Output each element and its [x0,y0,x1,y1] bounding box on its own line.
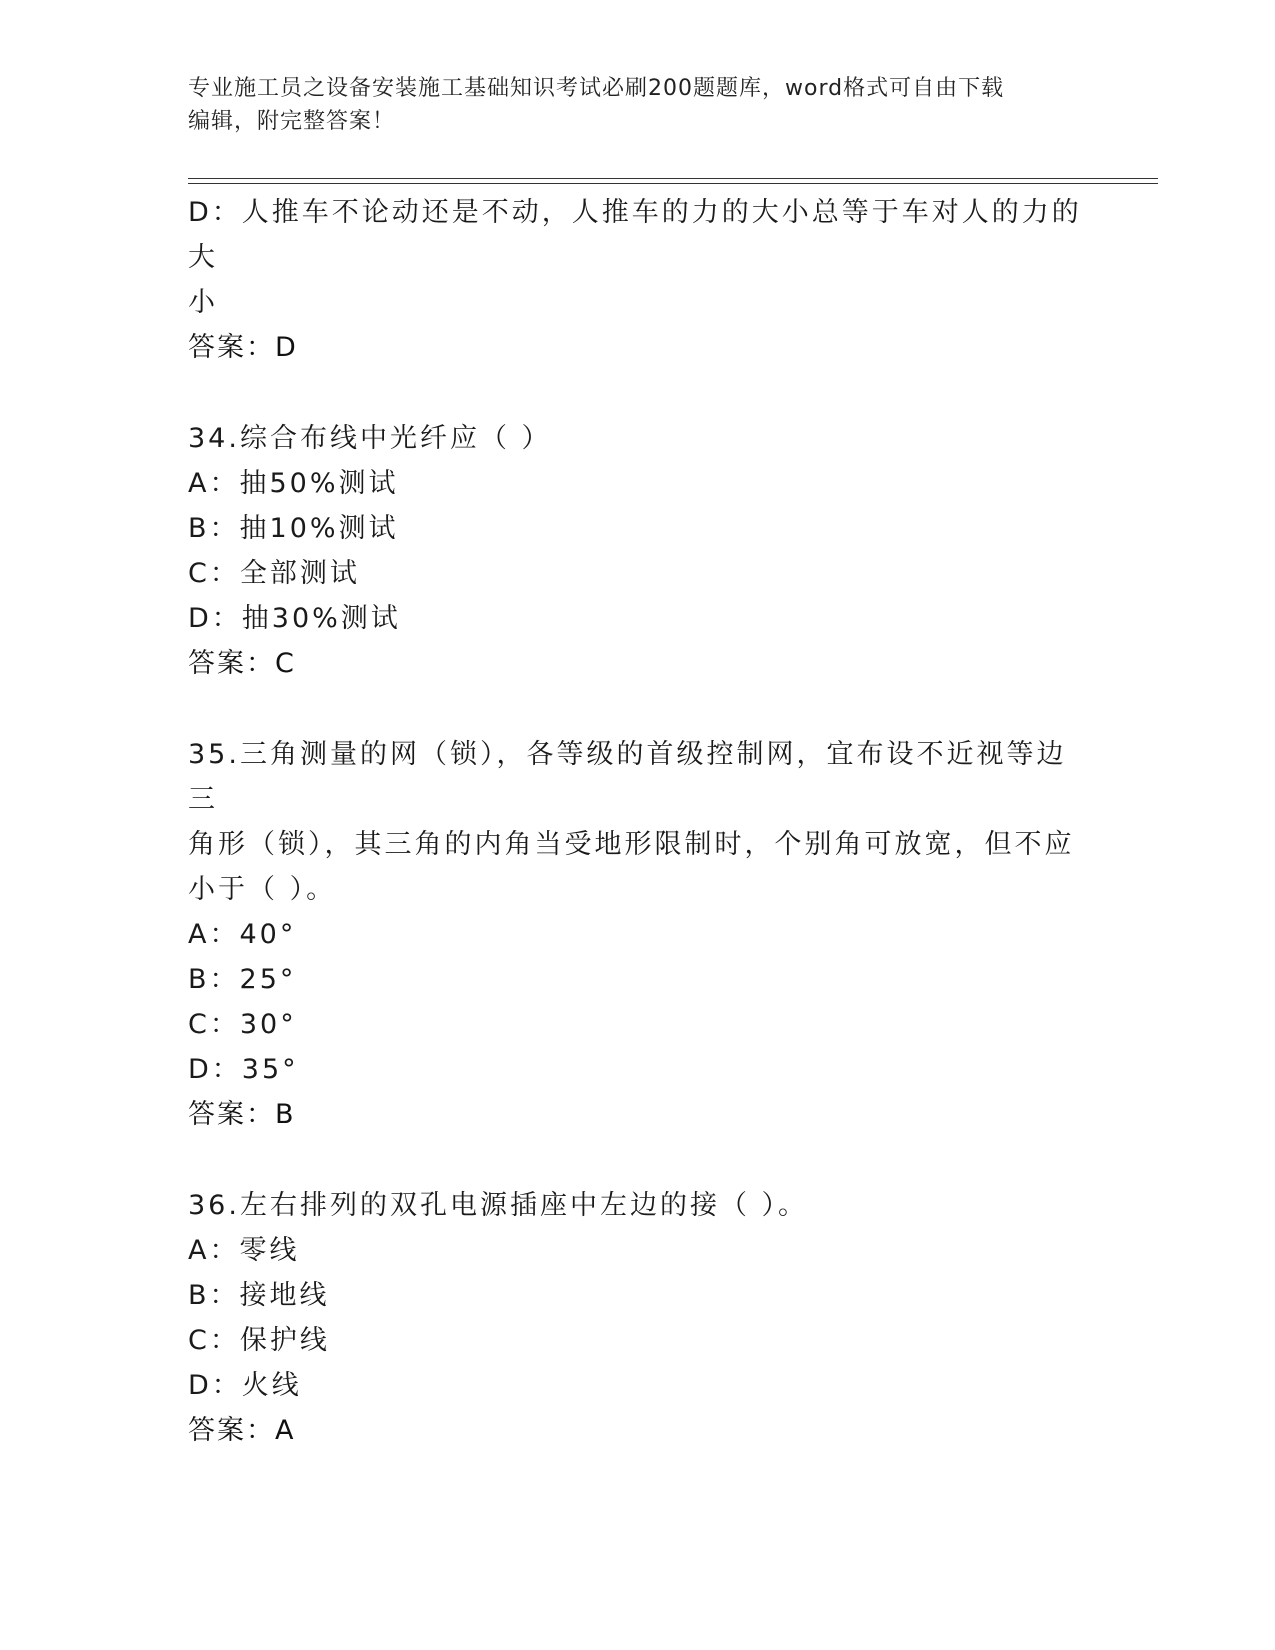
option-c: C：30° [188,1009,297,1040]
header-title-line1: 专业施工员之设备安装施工基础知识考试必刷200题题库，word格式可自由下载 [188,76,1005,101]
question-35 [188,732,1088,1137]
answer-line: 答案：C [188,648,296,679]
answer-line: 答案：D [188,332,298,363]
question-stem-line1: 35.三角测量的网（锁），各等级的首级控制网，宜布设不近视等边三 [188,739,1067,815]
option-c: C：保护线 [188,1325,330,1356]
header-title-line2: 编辑，附完整答案！ [188,109,396,134]
spacer [188,1137,1088,1183]
question-stem: 36.左右排列的双孔电源插座中左边的接（ ）。 [188,1190,809,1221]
option-c: C：全部测试 [188,558,360,589]
option-d: D：火线 [188,1370,302,1401]
document-body [188,190,1088,1453]
option-d-continued: 小 [188,287,218,318]
question-stem-line2: 角形（锁），其三角的内角当受地形限制时，个别角可放宽，但不应 [188,829,1075,860]
question-33-tail [188,190,1088,370]
spacer [188,686,1088,732]
option-b: B：25° [188,964,297,995]
option-a: A：零线 [188,1235,300,1266]
option-a: A：抽50%测试 [188,468,399,499]
option-a: A：40° [188,919,297,950]
question-stem-line3: 小于（ ）。 [188,874,337,905]
question-stem: 34.综合布线中光纤应（ ） [188,423,552,454]
spacer [188,370,1088,416]
header-divider-bottom [188,183,1158,184]
option-d: D：人推车不论动还是不动，人推车的力的大小总等于车对人的力的大 [188,197,1082,273]
option-d: D：35° [188,1054,299,1085]
option-d: D：抽30%测试 [188,603,401,634]
question-34 [188,416,1088,686]
answer-line: 答案：A [188,1415,296,1446]
answer-line: 答案：B [188,1099,296,1130]
document-header [188,72,1088,138]
option-b: B：抽10%测试 [188,513,399,544]
header-divider-top [188,178,1158,179]
option-b: B：接地线 [188,1280,330,1311]
question-36 [188,1183,1088,1453]
